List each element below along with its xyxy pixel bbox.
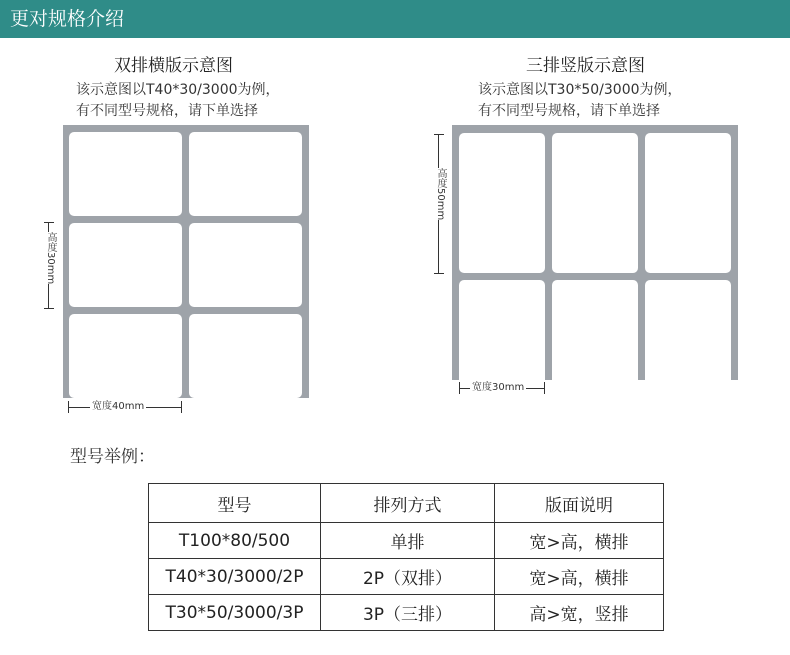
- table-cell: 宽>高，横排: [495, 523, 664, 559]
- spec-table: [148, 483, 664, 631]
- table-cell: 单排: [321, 523, 495, 559]
- right-width-tick-right: [544, 382, 545, 394]
- left-width-label: 宽度40mm: [92, 401, 145, 412]
- right-width-label: 宽度30mm: [472, 382, 525, 393]
- left-height-tick-bottom: [44, 308, 54, 309]
- left-width-tick-right: [181, 401, 182, 413]
- right-diagram-title: 三排竖版示意图: [526, 56, 645, 76]
- table-cell: T40*30/3000/2P: [149, 559, 321, 595]
- table-cell: 2P（双排）: [321, 559, 495, 595]
- table-header-cell: 排列方式: [321, 484, 495, 523]
- left-height-tick-top: [44, 222, 54, 223]
- right-height-label: 高度50mm: [435, 168, 446, 221]
- left-diagram-note-2: 有不同型号规格，请下单选择: [76, 103, 258, 119]
- right-diagram-note-2: 有不同型号规格，请下单选择: [478, 103, 660, 119]
- table-cell: T30*50/3000/3P: [149, 595, 321, 631]
- right-diagram-note-1: 该示意图以T30*50/3000为例，: [478, 82, 682, 98]
- table-header-row: [149, 484, 664, 523]
- table-row: [149, 595, 664, 631]
- label-cell: [459, 280, 545, 420]
- label-cell: [645, 280, 731, 420]
- examples-title: 型号举例：: [70, 447, 155, 467]
- right-label-sheet: [452, 125, 738, 380]
- table-cell: T100*80/500: [149, 523, 321, 559]
- left-label-sheet: [63, 125, 309, 398]
- table-row: [149, 523, 664, 559]
- page-title: 更对规格介绍: [10, 8, 125, 30]
- label-cell: [459, 133, 545, 273]
- right-height-tick-top: [434, 134, 444, 135]
- label-cell: [645, 133, 731, 273]
- label-cell: [189, 314, 302, 398]
- table-cell: 高>宽，竖排: [495, 595, 664, 631]
- table-cell: 3P（三排）: [321, 595, 495, 631]
- label-cell: [69, 132, 182, 216]
- label-cell: [189, 132, 302, 216]
- label-cell: [552, 133, 638, 273]
- table-cell: 宽>高，横排: [495, 559, 664, 595]
- left-height-label: 高度30mm: [45, 232, 56, 285]
- left-diagram-note-1: 该示意图以T40*30/3000为例，: [76, 82, 280, 98]
- table-header-cell: 版面说明: [495, 484, 664, 523]
- label-cell: [189, 223, 302, 307]
- label-cell: [69, 223, 182, 307]
- left-diagram-title: 双排横版示意图: [114, 56, 233, 76]
- label-cell: [69, 314, 182, 398]
- table-row: [149, 559, 664, 595]
- table-header-cell: 型号: [149, 484, 321, 523]
- label-cell: [552, 280, 638, 420]
- header-bar: [0, 0, 790, 38]
- right-height-tick-bottom: [434, 273, 444, 274]
